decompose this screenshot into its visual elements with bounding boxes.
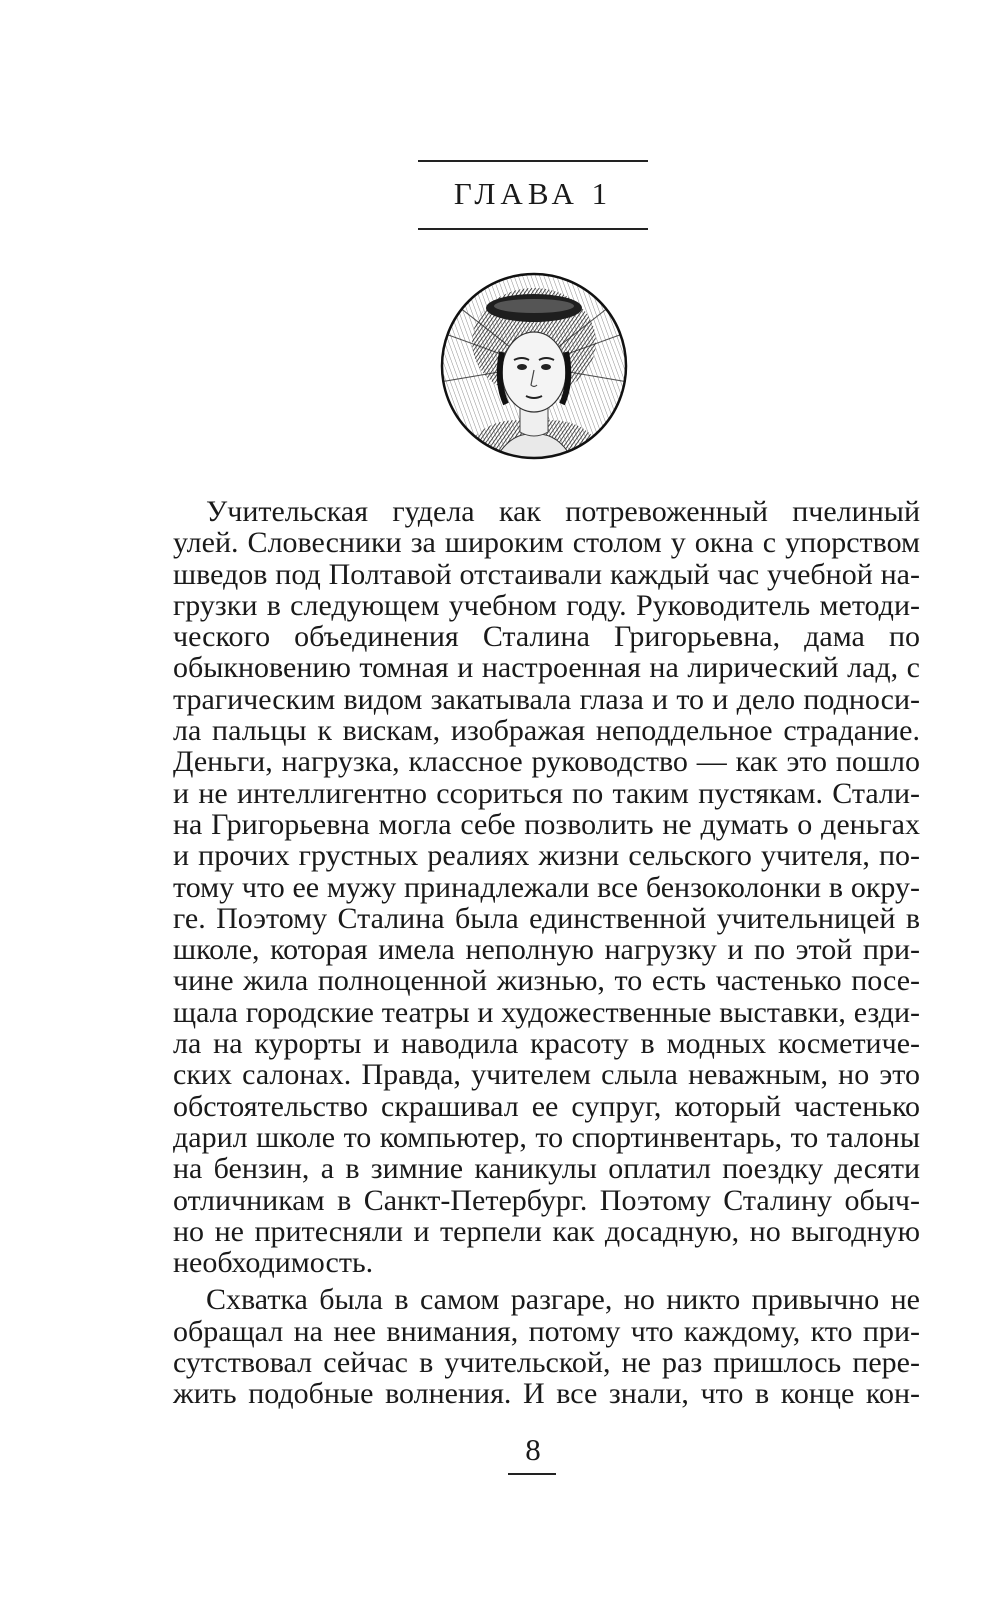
text-line: ге. Поэтому Сталина была единственной учительницей в: [173, 901, 920, 935]
heading-rule-top: [418, 160, 648, 162]
text-line: обыкновению томная и настроенная на лирический лад, с: [173, 651, 920, 685]
text-line: Схватка была в самом разгаре, но никто привычно не: [206, 1283, 920, 1317]
text-line: Учительская гудела как потревоженный пчелиный: [206, 495, 920, 528]
text-line: ла на курорты и наводила красоту в модных косметиче-: [173, 1027, 920, 1061]
text-line: обстоятельство скрашивал ее супруг, который частенько: [173, 1089, 920, 1123]
text-line: и прочих грустных реалиях жизни сельского учителя, по-: [173, 839, 920, 873]
paragraph: [173, 1284, 920, 1409]
text-line: отличникам в Санкт-Петербург. Поэтому Сталину обыч-: [173, 1183, 920, 1217]
text-line: чине жила полноценной жизнью, то есть частенько посе-: [173, 964, 920, 998]
text-line: необходимость.: [173, 1246, 374, 1280]
paragraph: [173, 496, 920, 1278]
text-line: ла пальцы к вискам, изображая неподдельное страдание.: [173, 714, 920, 748]
text-line: обращал на нее внимания, потому что каждому, кто при-: [173, 1314, 920, 1348]
text-line: тому что ее мужу принадлежали все бензоколонки в окру-: [173, 870, 920, 904]
text-line: ческого объединения Сталина Григорьевна, дама по: [173, 620, 920, 654]
text-line: но не притесняли и терпели как досадную, но выгодную: [173, 1214, 920, 1248]
heading-rule-bottom: [418, 228, 648, 230]
chapter-heading: ГЛАВА 1: [453, 176, 613, 211]
text-line: шведов под Полтавой отстаивали каждый час учебной на-: [173, 557, 920, 591]
text-line: жить подобные волнения. И все знали, что в конце кон-: [173, 1377, 920, 1411]
text-line: щала городские театры и художественные выставки, езди-: [173, 995, 920, 1029]
text-line: сутствовал сейчас в учительской, не раз пришлось пере-: [173, 1346, 920, 1380]
text-line: дарил школе то компьютер, то спортинвентарь, то талоны: [173, 1120, 920, 1154]
text-line: на бензин, а в зимние каникулы оплатил поездку десяти: [173, 1152, 920, 1186]
text-line: Деньги, нагрузка, классное руководство — как это пошло: [173, 745, 920, 779]
text-line: на Григорьевна могла себе позволить не думать о деньгах: [173, 807, 920, 841]
text-line: ских салонах. Правда, учителем слыла неважным, но это: [173, 1058, 920, 1092]
portrait-medallion-icon: [440, 272, 628, 460]
page-number-rule: [508, 1473, 556, 1475]
body-text: [173, 496, 920, 1410]
text-line: и не интеллигентно ссориться по таким пустякам. Стали-: [173, 776, 920, 810]
text-line: грузки в следующем учебном году. Руководитель методи-: [173, 588, 920, 622]
text-line: школе, которая имела неполную нагрузку и по этой при-: [173, 933, 920, 967]
text-line: трагическим видом закатывала глаза и то и дело подноси-: [173, 682, 920, 716]
page-number: 8: [525, 1432, 541, 1467]
text-line: улей. Словесники за широким столом у окна с упорством: [173, 526, 920, 560]
